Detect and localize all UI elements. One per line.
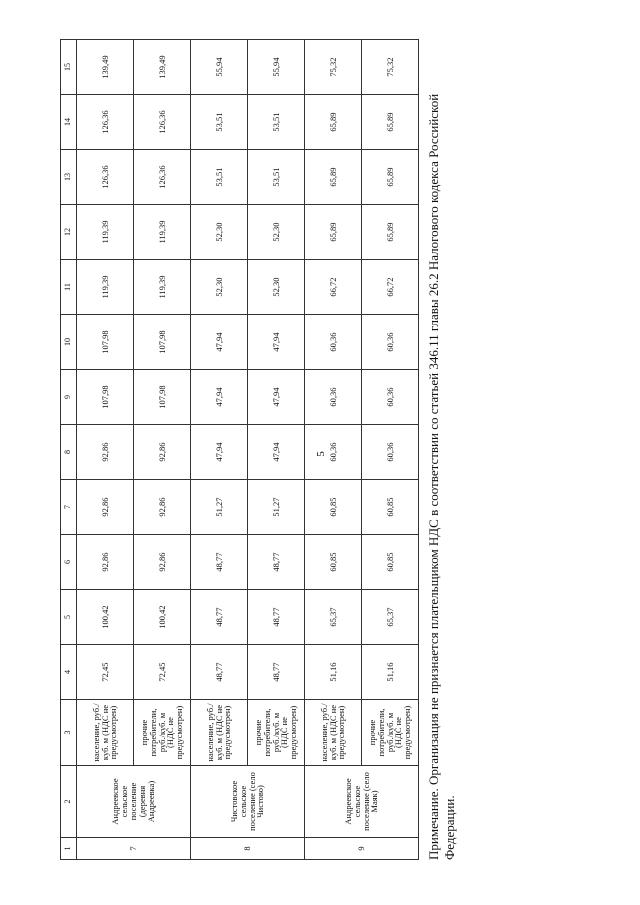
- column-number-row: [61, 40, 77, 860]
- tariff-value: 139,49: [77, 40, 134, 95]
- tariff-value: 65,89: [362, 205, 419, 260]
- column-number: 6: [61, 535, 77, 590]
- tariff-value: 53,51: [248, 95, 305, 150]
- tariff-value: 126,36: [77, 95, 134, 150]
- row-index: 9: [305, 838, 419, 860]
- tariff-value: 60,36: [362, 425, 419, 480]
- tariff-value: 119,39: [134, 205, 191, 260]
- tariff-value: 51,27: [191, 480, 248, 535]
- tariff-value: 92,86: [134, 535, 191, 590]
- column-number: 11: [61, 260, 77, 315]
- tariff-value: 107,98: [134, 370, 191, 425]
- tariff-value: 126,36: [77, 150, 134, 205]
- tariff-value: 107,98: [77, 370, 134, 425]
- tariff-value: 53,51: [191, 150, 248, 205]
- tariff-value: 65,89: [305, 150, 362, 205]
- column-number: 13: [61, 150, 77, 205]
- tariff-value: 66,72: [362, 260, 419, 315]
- consumer-category: население, руб./куб. м (НДС не предусмотрен): [305, 700, 362, 766]
- tariff-value: 48,77: [191, 590, 248, 645]
- tariff-value: 65,89: [305, 95, 362, 150]
- tariff-value: 126,36: [134, 95, 191, 150]
- tariff-value: 53,51: [191, 95, 248, 150]
- tariff-value: 48,77: [191, 645, 248, 700]
- column-number: 4: [61, 645, 77, 700]
- tariff-value: 52,30: [191, 205, 248, 260]
- tariff-value: 139,49: [134, 40, 191, 95]
- tariff-value: 66,72: [305, 260, 362, 315]
- tariff-value: 60,36: [305, 370, 362, 425]
- tariff-value: 92,86: [77, 480, 134, 535]
- table-row: [248, 40, 305, 860]
- tariff-value: 92,86: [134, 480, 191, 535]
- tariff-value: 65,37: [362, 590, 419, 645]
- settlement-name: Чистовское сельское поселение (село Чистово): [191, 766, 305, 838]
- tariff-value: 55,94: [191, 40, 248, 95]
- tariff-value: 92,86: [77, 535, 134, 590]
- tariff-value: 52,30: [248, 260, 305, 315]
- table-row: [134, 40, 191, 860]
- settlement-name: Андреевское сельское поселение (село Маяк): [305, 766, 419, 838]
- tariff-value: 119,39: [77, 205, 134, 260]
- tariff-value: 47,94: [191, 315, 248, 370]
- tariff-value: 53,51: [248, 150, 305, 205]
- tariff-value: 48,77: [248, 645, 305, 700]
- column-number: 15: [61, 40, 77, 95]
- tariff-value: 52,30: [248, 205, 305, 260]
- tariff-value: 107,98: [134, 315, 191, 370]
- table-row: [77, 40, 134, 860]
- note-text: Примечание. Организация не признается плательщиком НДС в соответствии со статьей 346.11 главы 26.2 Налогового кодекса Российской Федерации.: [426, 93, 457, 860]
- page-number: 5: [314, 451, 327, 457]
- tariff-value: 47,94: [191, 370, 248, 425]
- column-number: 2: [61, 766, 77, 838]
- column-number: 1: [61, 838, 77, 860]
- tariff-value: 60,36: [362, 315, 419, 370]
- tariff-value: 60,36: [305, 315, 362, 370]
- column-number: 10: [61, 315, 77, 370]
- tariff-value: 60,85: [362, 535, 419, 590]
- tariff-value: 65,37: [305, 590, 362, 645]
- column-number: 8: [61, 425, 77, 480]
- tariff-value: 47,94: [248, 315, 305, 370]
- tariff-value: 92,86: [77, 425, 134, 480]
- column-number: 9: [61, 370, 77, 425]
- tariff-table: [60, 39, 419, 860]
- tariff-value: 107,98: [77, 315, 134, 370]
- tariff-value: 72,45: [77, 645, 134, 700]
- tariff-value: 119,39: [134, 260, 191, 315]
- tariff-value: 60,36: [305, 425, 362, 480]
- tariff-value: 92,86: [134, 425, 191, 480]
- consumer-category: прочие потребители, руб./куб. м (НДС не предусмотрен): [248, 700, 305, 766]
- tariff-value: 48,77: [248, 590, 305, 645]
- consumer-category: население, руб./куб. м (НДС не предусмотрен): [77, 700, 134, 766]
- tariff-value: 75,32: [305, 40, 362, 95]
- tariff-value: 126,36: [134, 150, 191, 205]
- consumer-category: прочие потребители, руб./куб. м (НДС не предусмотрен): [134, 700, 191, 766]
- settlement-name: Андреевское сельское поселение (деревня Андреевка): [77, 766, 191, 838]
- tariff-value: 52,30: [191, 260, 248, 315]
- tariff-value: 75,32: [362, 40, 419, 95]
- tariff-value: 47,94: [191, 425, 248, 480]
- table-row: [191, 40, 248, 860]
- tariff-value: 51,16: [305, 645, 362, 700]
- row-index: 8: [191, 838, 305, 860]
- tariff-value: 100,42: [134, 590, 191, 645]
- tariff-value: 55,94: [248, 40, 305, 95]
- column-number: 5: [61, 590, 77, 645]
- tariff-value: 48,77: [191, 535, 248, 590]
- tariff-value: 47,94: [248, 370, 305, 425]
- tariff-value: 60,36: [362, 370, 419, 425]
- tariff-value: 48,77: [248, 535, 305, 590]
- table-row: [362, 40, 419, 860]
- tariff-value: 100,42: [77, 590, 134, 645]
- column-number: 7: [61, 480, 77, 535]
- tariff-value: 60,85: [362, 480, 419, 535]
- tariff-value: 51,27: [248, 480, 305, 535]
- tariff-value: 65,89: [362, 150, 419, 205]
- consumer-category: прочие потребители, руб./куб. м (НДС не предусмотрен): [362, 700, 419, 766]
- tariff-value: 65,89: [305, 205, 362, 260]
- tariff-value: 47,94: [248, 425, 305, 480]
- tariff-value: 60,85: [305, 480, 362, 535]
- tariff-value: 72,45: [134, 645, 191, 700]
- table-row: [305, 40, 362, 860]
- consumer-category: население, руб./куб. м (НДС не предусмотрен): [191, 700, 248, 766]
- column-number: 3: [61, 700, 77, 766]
- tariff-value: 60,85: [305, 535, 362, 590]
- tariff-value: 65,89: [362, 95, 419, 150]
- tariff-value: 51,16: [362, 645, 419, 700]
- column-number: 12: [61, 205, 77, 260]
- column-number: 14: [61, 95, 77, 150]
- row-index: 7: [77, 838, 191, 860]
- tariff-table-rotated: [60, 40, 430, 860]
- tariff-value: 119,39: [77, 260, 134, 315]
